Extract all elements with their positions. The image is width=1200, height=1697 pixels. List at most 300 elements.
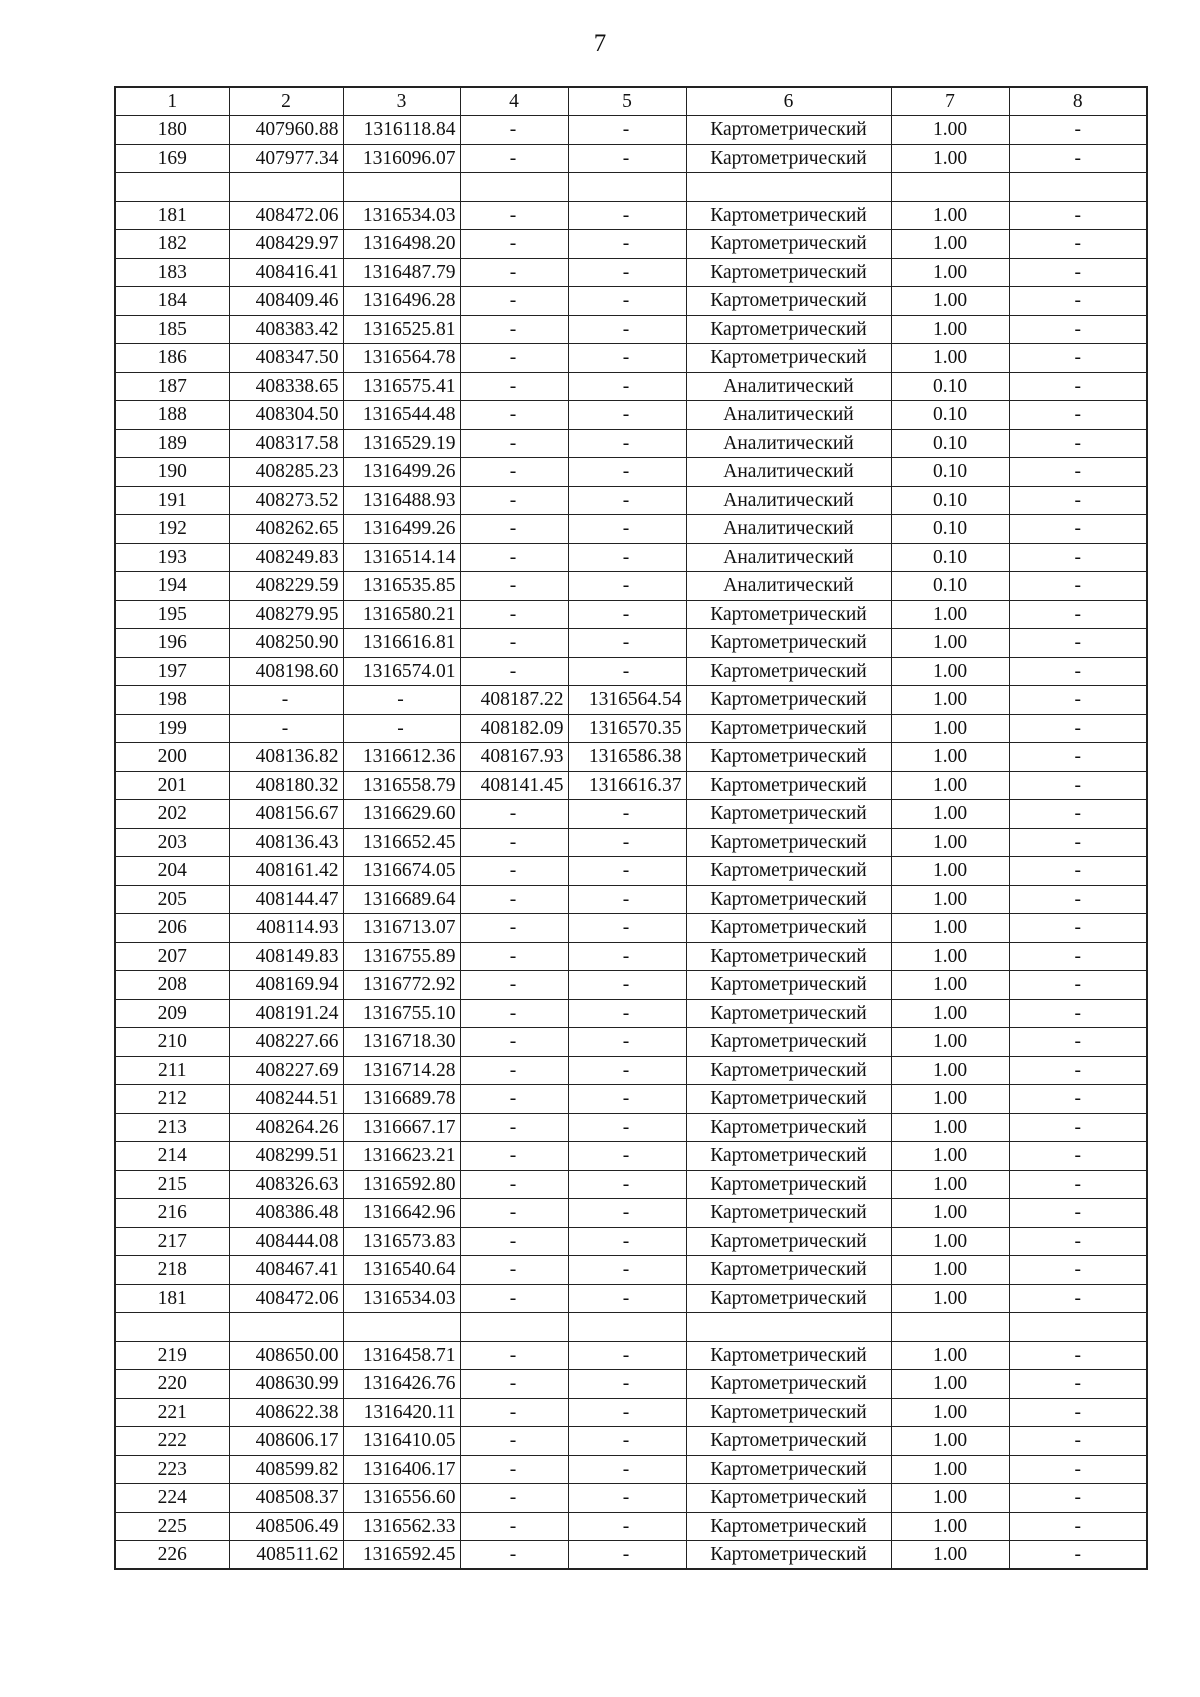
table-cell-col-3: 1316573.83 [343, 1227, 460, 1256]
table-cell-col-8: - [1009, 1113, 1147, 1142]
table-cell-col-7: 1.00 [891, 1199, 1009, 1228]
table-cell-col-7: 1.00 [891, 686, 1009, 715]
table-cell-col-7: 1.00 [891, 1113, 1009, 1142]
table-cell-col-1: 213 [115, 1113, 229, 1142]
table-cell-col-6: Картометрический [686, 885, 891, 914]
table-cell-col-3: - [343, 686, 460, 715]
table-cell-col-6: Картометрический [686, 1142, 891, 1171]
table-cell-col-6 [686, 173, 891, 202]
table-row [115, 1541, 1147, 1570]
table-cell-col-7: 1.00 [891, 1256, 1009, 1285]
table-cell-col-6: Аналитический [686, 515, 891, 544]
table-cell-col-6 [686, 1313, 891, 1342]
table-cell-col-5: - [568, 1256, 686, 1285]
table-row [115, 857, 1147, 886]
table-cell-col-5: - [568, 1085, 686, 1114]
table-cell-col-3: 1316674.05 [343, 857, 460, 886]
table-cell-col-8: - [1009, 1427, 1147, 1456]
table-cell-col-7: 1.00 [891, 1142, 1009, 1171]
table-cell-col-2: 407960.88 [229, 116, 343, 145]
table-cell-col-6: Картометрический [686, 1455, 891, 1484]
table-cell-col-2: 408227.66 [229, 1028, 343, 1057]
table-row [115, 800, 1147, 829]
table-cell-col-5: - [568, 458, 686, 487]
table-separator-row [115, 1313, 1147, 1342]
table-cell-col-6: Картометрический [686, 1113, 891, 1142]
table-cell-col-2: 408229.59 [229, 572, 343, 601]
table-cell-col-2: 408326.63 [229, 1170, 343, 1199]
table-cell-col-7: 1.00 [891, 885, 1009, 914]
table-cell-col-7: 1.00 [891, 1056, 1009, 1085]
table-row [115, 144, 1147, 173]
table-cell-col-5: - [568, 572, 686, 601]
table-cell-col-1: 204 [115, 857, 229, 886]
table-cell-col-3: 1316689.78 [343, 1085, 460, 1114]
table-cell-col-2: 408599.82 [229, 1455, 343, 1484]
table-cell-col-1: 198 [115, 686, 229, 715]
table-cell-col-2: 408383.42 [229, 315, 343, 344]
table-header [115, 87, 1147, 116]
table-cell-col-3: 1316592.80 [343, 1170, 460, 1199]
table-cell-col-8: - [1009, 1170, 1147, 1199]
table-cell-col-5: - [568, 1170, 686, 1199]
table-cell-col-8: - [1009, 1484, 1147, 1513]
table-cell-col-1: 194 [115, 572, 229, 601]
table-cell-col-2: 408180.32 [229, 771, 343, 800]
table-cell-col-7: 1.00 [891, 1484, 1009, 1513]
table-cell-col-3: 1316499.26 [343, 458, 460, 487]
table-cell-col-4: 408167.93 [460, 743, 568, 772]
table-row [115, 1256, 1147, 1285]
table-cell-col-5: - [568, 1341, 686, 1370]
table-row [115, 1113, 1147, 1142]
table-cell-col-7: 1.00 [891, 743, 1009, 772]
table-cell-col-4: - [460, 344, 568, 373]
table-cell-col-7: 0.10 [891, 401, 1009, 430]
table-cell-col-2: 408273.52 [229, 486, 343, 515]
header-row [115, 87, 1147, 116]
column-header-3: 3 [343, 87, 460, 116]
table-cell-col-6: Картометрический [686, 1484, 891, 1513]
table-cell-col-7: 1.00 [891, 1370, 1009, 1399]
table-cell-col-8: - [1009, 1085, 1147, 1114]
table-cell-col-3: 1316652.45 [343, 828, 460, 857]
table-cell-col-8: - [1009, 1256, 1147, 1285]
table-cell-col-6: Картометрический [686, 315, 891, 344]
table-cell-col-7: 1.00 [891, 1512, 1009, 1541]
table-row [115, 885, 1147, 914]
table-cell-col-3: 1316487.79 [343, 258, 460, 287]
table-cell-col-1: 181 [115, 201, 229, 230]
table-cell-col-8: - [1009, 600, 1147, 629]
table-cell-col-3: - [343, 714, 460, 743]
table-row [115, 828, 1147, 857]
table-cell-col-8: - [1009, 287, 1147, 316]
table-cell-col-4 [460, 1313, 568, 1342]
table-cell-col-4: - [460, 429, 568, 458]
table-cell-col-3: 1316556.60 [343, 1484, 460, 1513]
table-cell-col-3: 1316544.48 [343, 401, 460, 430]
table-cell-col-6: Картометрический [686, 999, 891, 1028]
table-cell-col-2 [229, 1313, 343, 1342]
table-cell-col-6: Аналитический [686, 458, 891, 487]
table-cell-col-7: 1.00 [891, 1341, 1009, 1370]
table-cell-col-4: - [460, 486, 568, 515]
table-cell-col-4: - [460, 1028, 568, 1057]
table-cell-col-6: Картометрический [686, 1170, 891, 1199]
table-cell-col-3: 1316499.26 [343, 515, 460, 544]
table-cell-col-5: - [568, 230, 686, 259]
table-cell-col-2: 408508.37 [229, 1484, 343, 1513]
table-cell-col-4: - [460, 629, 568, 658]
table-cell-col-8: - [1009, 116, 1147, 145]
table-cell-col-5: 1316616.37 [568, 771, 686, 800]
table-cell-col-2: 408161.42 [229, 857, 343, 886]
table-cell-col-5: - [568, 1541, 686, 1570]
table-cell-col-7: 1.00 [891, 1284, 1009, 1313]
table-cell-col-6: Аналитический [686, 429, 891, 458]
table-cell-col-2 [229, 173, 343, 202]
table-cell-col-6: Картометрический [686, 857, 891, 886]
table-cell-col-8: - [1009, 543, 1147, 572]
table-cell-col-7: 1.00 [891, 344, 1009, 373]
table-cell-col-1: 209 [115, 999, 229, 1028]
table-cell-col-3: 1316406.17 [343, 1455, 460, 1484]
table-cell-col-8: - [1009, 771, 1147, 800]
table-row [115, 230, 1147, 259]
table-cell-col-8: - [1009, 714, 1147, 743]
table-row [115, 1512, 1147, 1541]
table-cell-col-6: Картометрический [686, 1341, 891, 1370]
table-cell-col-2: 408622.38 [229, 1398, 343, 1427]
table-cell-col-4: - [460, 1170, 568, 1199]
table-cell-col-8: - [1009, 885, 1147, 914]
table-cell-col-5: - [568, 258, 686, 287]
coordinates-table [114, 86, 1148, 1570]
table-cell-col-1: 206 [115, 914, 229, 943]
table-cell-col-3: 1316667.17 [343, 1113, 460, 1142]
table-cell-col-1: 190 [115, 458, 229, 487]
table-cell-col-7: 0.10 [891, 458, 1009, 487]
table-cell-col-8: - [1009, 458, 1147, 487]
table-cell-col-7: 1.00 [891, 201, 1009, 230]
table-cell-col-4: - [460, 1455, 568, 1484]
table-cell-col-5: - [568, 1398, 686, 1427]
table-cell-col-6: Картометрический [686, 1370, 891, 1399]
table-cell-col-1: 189 [115, 429, 229, 458]
table-cell-col-4: 408182.09 [460, 714, 568, 743]
table-row [115, 1170, 1147, 1199]
table-cell-col-5: - [568, 914, 686, 943]
table-cell-col-4: - [460, 800, 568, 829]
table-cell-col-4: - [460, 1427, 568, 1456]
table-cell-col-6: Картометрический [686, 201, 891, 230]
table-cell-col-3: 1316426.76 [343, 1370, 460, 1399]
table-cell-col-5: - [568, 543, 686, 572]
table-cell-col-5: - [568, 1455, 686, 1484]
table-row [115, 1028, 1147, 1057]
table-cell-col-8: - [1009, 344, 1147, 373]
table-cell-col-1: 220 [115, 1370, 229, 1399]
table-cell-col-4: - [460, 942, 568, 971]
table-cell-col-4: - [460, 572, 568, 601]
table-cell-col-3: 1316755.10 [343, 999, 460, 1028]
table-cell-col-6: Картометрический [686, 1085, 891, 1114]
table-cell-col-4: - [460, 1199, 568, 1228]
table-cell-col-2: 408136.82 [229, 743, 343, 772]
table-cell-col-2: 408444.08 [229, 1227, 343, 1256]
table-cell-col-8: - [1009, 1341, 1147, 1370]
table-cell-col-4: - [460, 515, 568, 544]
table-cell-col-8: - [1009, 800, 1147, 829]
table-row [115, 344, 1147, 373]
table-cell-col-8: - [1009, 572, 1147, 601]
table-cell-col-2: 408250.90 [229, 629, 343, 658]
table-separator-row [115, 173, 1147, 202]
table-cell-col-4: - [460, 1541, 568, 1570]
table-row [115, 1142, 1147, 1171]
table-cell-col-3: 1316118.84 [343, 116, 460, 145]
table-cell-col-3: 1316488.93 [343, 486, 460, 515]
table-cell-col-8: - [1009, 372, 1147, 401]
table-cell-col-8: - [1009, 743, 1147, 772]
table-cell-col-4: - [460, 201, 568, 230]
column-header-2: 2 [229, 87, 343, 116]
table-cell-col-4: - [460, 230, 568, 259]
table-cell-col-2: 408227.69 [229, 1056, 343, 1085]
table-cell-col-2: 408506.49 [229, 1512, 343, 1541]
table-cell-col-7: 1.00 [891, 714, 1009, 743]
column-header-6: 6 [686, 87, 891, 116]
table-cell-col-8: - [1009, 1284, 1147, 1313]
table-row [115, 629, 1147, 658]
table-cell-col-4: - [460, 600, 568, 629]
table-row [115, 116, 1147, 145]
table-cell-col-4 [460, 173, 568, 202]
table-cell-col-8: - [1009, 999, 1147, 1028]
table-cell-col-1: 215 [115, 1170, 229, 1199]
table-cell-col-3: 1316564.78 [343, 344, 460, 373]
table-cell-col-5: - [568, 401, 686, 430]
column-header-5: 5 [568, 87, 686, 116]
table-cell-col-1: 224 [115, 1484, 229, 1513]
table-cell-col-3: 1316718.30 [343, 1028, 460, 1057]
table-cell-col-8: - [1009, 1227, 1147, 1256]
table-cell-col-6: Аналитический [686, 486, 891, 515]
table-cell-col-1: 221 [115, 1398, 229, 1427]
table-cell-col-2: 408409.46 [229, 287, 343, 316]
table-cell-col-3 [343, 1313, 460, 1342]
table-cell-col-2: 407977.34 [229, 144, 343, 173]
table-cell-col-8: - [1009, 1370, 1147, 1399]
table-cell-col-5: 1316586.38 [568, 743, 686, 772]
table-cell-col-8: - [1009, 258, 1147, 287]
table-cell-col-2: 408606.17 [229, 1427, 343, 1456]
table-cell-col-1: 183 [115, 258, 229, 287]
table-cell-col-5: - [568, 657, 686, 686]
table-cell-col-5: - [568, 1142, 686, 1171]
table-cell-col-6: Картометрический [686, 1256, 891, 1285]
table-cell-col-4: - [460, 828, 568, 857]
table-cell-col-4: - [460, 1284, 568, 1313]
table-cell-col-1: 219 [115, 1341, 229, 1370]
table-cell-col-2: 408264.26 [229, 1113, 343, 1142]
table-cell-col-5 [568, 173, 686, 202]
table-cell-col-4: - [460, 144, 568, 173]
table-cell-col-5: - [568, 486, 686, 515]
table-cell-col-5: - [568, 515, 686, 544]
table-cell-col-7: 1.00 [891, 1455, 1009, 1484]
table-cell-col-3: 1316562.33 [343, 1512, 460, 1541]
table-cell-col-6: Картометрический [686, 1541, 891, 1570]
table-row [115, 971, 1147, 1000]
table-cell-col-4: - [460, 372, 568, 401]
table-cell-col-6: Картометрический [686, 230, 891, 259]
table-cell-col-8: - [1009, 201, 1147, 230]
table-cell-col-4: - [460, 1484, 568, 1513]
table-cell-col-4: - [460, 885, 568, 914]
table-cell-col-1: 201 [115, 771, 229, 800]
table-cell-col-2: 408386.48 [229, 1199, 343, 1228]
table-cell-col-5: - [568, 1284, 686, 1313]
table-cell-col-7: 1.00 [891, 144, 1009, 173]
table-cell-col-8: - [1009, 942, 1147, 971]
table-cell-col-2: 408198.60 [229, 657, 343, 686]
table-cell-col-4: - [460, 914, 568, 943]
table-cell-col-1: 214 [115, 1142, 229, 1171]
table-cell-col-6: Картометрический [686, 686, 891, 715]
table-cell-col-7: 1.00 [891, 258, 1009, 287]
table-cell-col-8: - [1009, 1142, 1147, 1171]
table-cell-col-3: 1316689.64 [343, 885, 460, 914]
table-cell-col-1 [115, 173, 229, 202]
table-cell-col-3: 1316534.03 [343, 1284, 460, 1313]
table-cell-col-6: Картометрический [686, 600, 891, 629]
table-cell-col-4: - [460, 1227, 568, 1256]
table-cell-col-5: - [568, 885, 686, 914]
table-cell-col-4: - [460, 1113, 568, 1142]
table-cell-col-3: 1316623.21 [343, 1142, 460, 1171]
table-cell-col-2: 408299.51 [229, 1142, 343, 1171]
table-cell-col-1: 197 [115, 657, 229, 686]
table-cell-col-4: - [460, 1512, 568, 1541]
table-cell-col-2: 408136.43 [229, 828, 343, 857]
table-cell-col-1: 225 [115, 1512, 229, 1541]
table-cell-col-1: 216 [115, 1199, 229, 1228]
table-cell-col-4: 408187.22 [460, 686, 568, 715]
table-row [115, 1484, 1147, 1513]
table-cell-col-1: 217 [115, 1227, 229, 1256]
table-cell-col-4: - [460, 1370, 568, 1399]
table-cell-col-4: - [460, 287, 568, 316]
table-cell-col-4: - [460, 999, 568, 1028]
table-cell-col-8: - [1009, 486, 1147, 515]
table-cell-col-3: 1316592.45 [343, 1541, 460, 1570]
table-cell-col-7: 1.00 [891, 857, 1009, 886]
table-cell-col-4: - [460, 1256, 568, 1285]
table-cell-col-8: - [1009, 629, 1147, 658]
table-cell-col-7: 1.00 [891, 230, 1009, 259]
table-row [115, 743, 1147, 772]
table-cell-col-5: 1316570.35 [568, 714, 686, 743]
table-cell-col-3: 1316458.71 [343, 1341, 460, 1370]
table-cell-col-2: 408149.83 [229, 942, 343, 971]
table-cell-col-8: - [1009, 429, 1147, 458]
table-cell-col-2: 408472.06 [229, 201, 343, 230]
table-cell-col-2: - [229, 686, 343, 715]
table-cell-col-5: - [568, 429, 686, 458]
table-cell-col-6: Картометрический [686, 800, 891, 829]
table-cell-col-3: 1316642.96 [343, 1199, 460, 1228]
table-cell-col-6: Картометрический [686, 1512, 891, 1541]
table-cell-col-1: 187 [115, 372, 229, 401]
table-cell-col-7: 1.00 [891, 999, 1009, 1028]
table-cell-col-3: 1316629.60 [343, 800, 460, 829]
table-row [115, 1227, 1147, 1256]
table-cell-col-7: 0.10 [891, 429, 1009, 458]
table-body [115, 116, 1147, 1570]
table-cell-col-2: 408191.24 [229, 999, 343, 1028]
table-cell-col-1: 180 [115, 116, 229, 145]
table-cell-col-7: 1.00 [891, 600, 1009, 629]
table-cell-col-1: 208 [115, 971, 229, 1000]
table-cell-col-5: - [568, 1484, 686, 1513]
table-cell-col-5: - [568, 971, 686, 1000]
table-cell-col-5: - [568, 942, 686, 971]
table-cell-col-5: - [568, 800, 686, 829]
table-cell-col-1: 212 [115, 1085, 229, 1114]
table-cell-col-8: - [1009, 686, 1147, 715]
table-cell-col-3: 1316772.92 [343, 971, 460, 1000]
table-cell-col-2: 408416.41 [229, 258, 343, 287]
table-cell-col-6: Картометрический [686, 942, 891, 971]
table-cell-col-1: 169 [115, 144, 229, 173]
table-row [115, 1427, 1147, 1456]
table-cell-col-7: 1.00 [891, 629, 1009, 658]
table-cell-col-7: 1.00 [891, 1427, 1009, 1456]
table-cell-col-1: 195 [115, 600, 229, 629]
table-cell-col-4: - [460, 1085, 568, 1114]
table-cell-col-5: - [568, 372, 686, 401]
table-cell-col-7 [891, 173, 1009, 202]
table-row [115, 515, 1147, 544]
table-cell-col-3: 1316558.79 [343, 771, 460, 800]
table-cell-col-2: 408467.41 [229, 1256, 343, 1285]
table-cell-col-6: Аналитический [686, 401, 891, 430]
table-cell-col-1: 191 [115, 486, 229, 515]
table-cell-col-4: - [460, 458, 568, 487]
table-cell-col-4: - [460, 315, 568, 344]
table-cell-col-2: 408511.62 [229, 1541, 343, 1570]
table-cell-col-8: - [1009, 1541, 1147, 1570]
table-cell-col-5: - [568, 1370, 686, 1399]
table-cell-col-7: 1.00 [891, 1541, 1009, 1570]
table-cell-col-6: Картометрический [686, 1284, 891, 1313]
table-cell-col-6: Картометрический [686, 914, 891, 943]
table-cell-col-1: 222 [115, 1427, 229, 1456]
table-cell-col-4: - [460, 657, 568, 686]
table-cell-col-6: Картометрический [686, 714, 891, 743]
column-header-7: 7 [891, 87, 1009, 116]
table-cell-col-3: 1316525.81 [343, 315, 460, 344]
table-cell-col-5: - [568, 1028, 686, 1057]
table-cell-col-5: - [568, 629, 686, 658]
table-cell-col-6: Картометрический [686, 144, 891, 173]
table-cell-col-3: 1316755.89 [343, 942, 460, 971]
table-cell-col-7 [891, 1313, 1009, 1342]
table-cell-col-2: 408279.95 [229, 600, 343, 629]
column-header-1: 1 [115, 87, 229, 116]
